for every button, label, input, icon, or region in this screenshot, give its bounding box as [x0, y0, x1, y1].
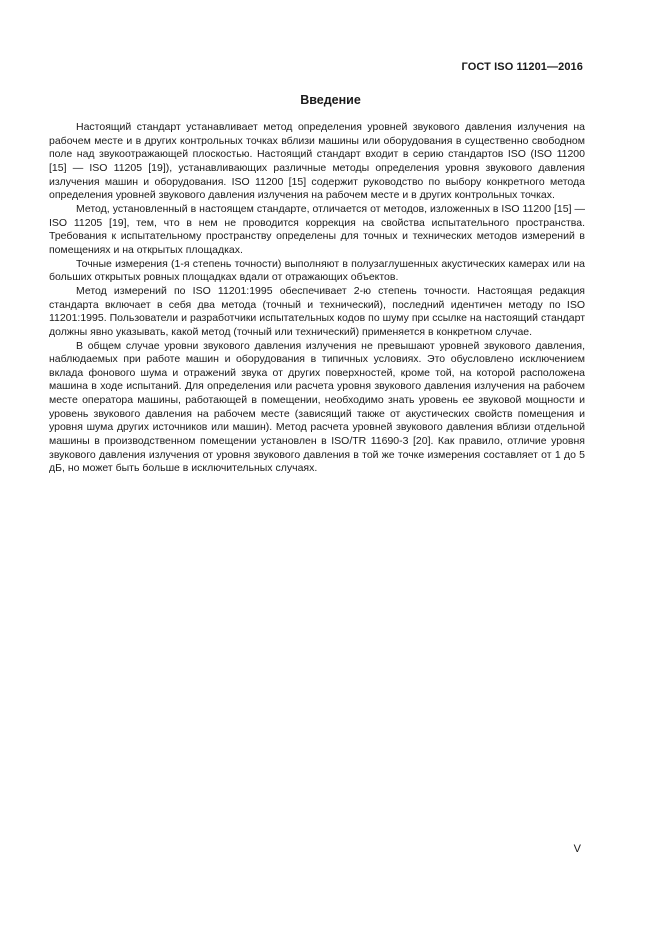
paragraph-5: В общем случае уровни звукового давления излучения не превышают уровней звукового давления, наблюдаемых при работе машин и оборудования в типичных условиях. Это обусловлено исключением вклада фонового шума и отражений звука от других поверхностей, кроме той, на которой расположена машина в ходе испытаний. Для определения или расчета уровня звукового давления излучения на рабочем месте оператора машины, работающей в помещении, необходимо знать уровень ее звуковой мощности и уровень звукового давления на рабочем месте (зависящий также от акустических свойств помещения и уровня шума других источников или машин). Метод расчета уровней звукового давления вблизи отдельной машины в производственном помещении установлен в ISO/TR 11690-3 [20]. Как правило, отличие уровня звукового давления излучения от уровня звукового давления в той же точке измерения составляет от 1 до 5 дБ, но может быть больше в исключительных случаях. — [49, 339, 585, 475]
paragraph-2: Метод, установленный в настоящем стандарте, отличается от методов, изложенных в ISO 11200 [15] — ISO 11205 [19], тем, что в нем не проводится коррекция на свойства испытательного пространства. Требования к испытательному пространству определены для точных и технических методов измерений в помещениях и на открытых площадках. — [49, 202, 585, 256]
paragraph-1: Настоящий стандарт устанавливает метод определения уровней звукового давления излучения на рабочем месте и в других контрольных точках вблизи машины или оборудования в существенно свободном поле над звукоотражающей плоскостью. Настоящий стандарт входит в серию стандартов ISO (ISO 11200 [15] — ISO 11205 [19]), устанавливающих различные методы определения уровня звукового давления излучения машин и оборудования. ISO 11200 [15] содержит руководство по выбору конкретного метода определения уровней звукового давления излучения на рабочем месте и в других контрольных точках. — [49, 121, 585, 202]
page-number: V — [573, 843, 581, 855]
paragraph-4: Метод измерений по ISO 11201:1995 обеспечивает 2-ю степень точности. Настоящая редакция стандарта включает в себя два метода (точный и технический), последний идентичен методу по ISO 11201:1995. Пользователи и разработчики испытательных кодов по шуму при ссылке на настоящий стандарт должны явно указывать, какой метод (точный или технический) применяется в конкретном случае. — [49, 284, 585, 338]
page-title: Введение — [300, 93, 361, 107]
body-text — [49, 121, 585, 476]
paragraph-3: Точные измерения (1-я степень точности) выполняют в полузаглушенных акустических камерах или на больших открытых ровных площадках вдали от отражающих объектов. — [49, 257, 585, 284]
standard-code-header: ГОСТ ISO 11201—2016 — [461, 61, 583, 73]
